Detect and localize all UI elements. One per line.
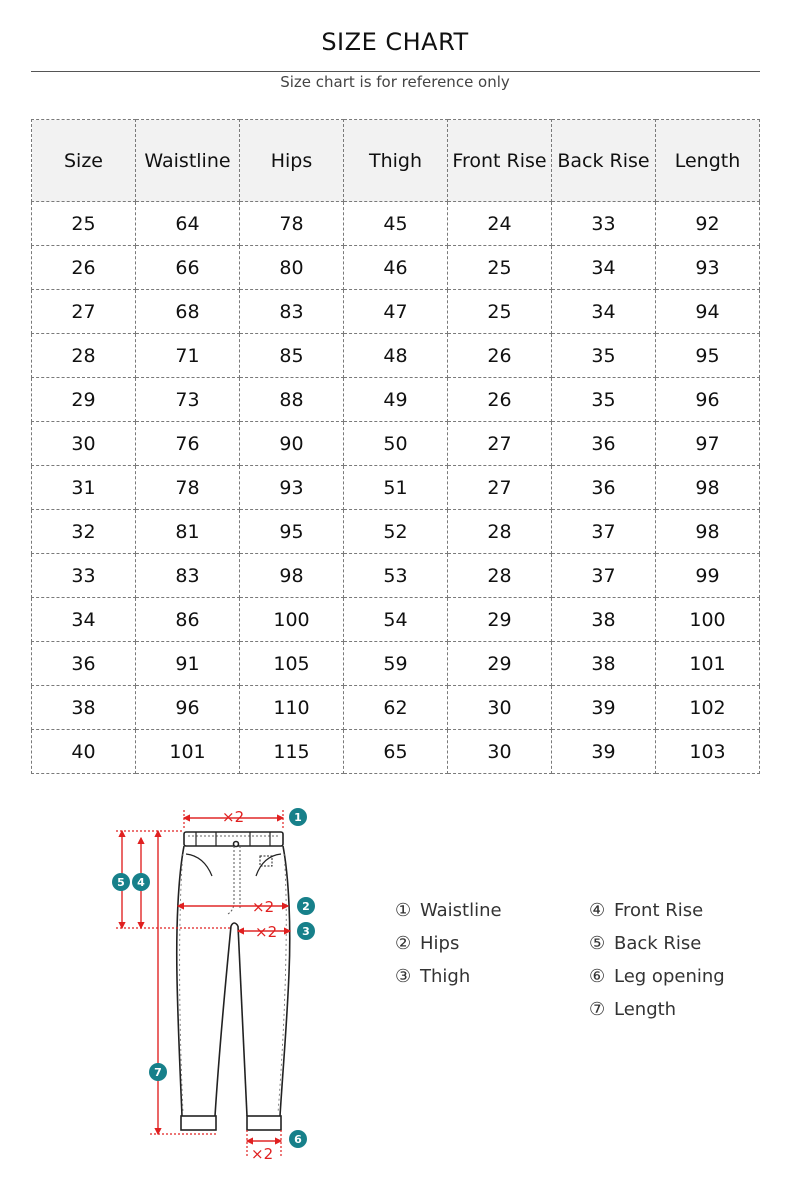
legend-label: Hips [420,933,460,954]
table-cell: 37 [552,554,656,598]
table-cell: 92 [656,202,760,246]
table-cell: 98 [240,554,344,598]
legend-number: ③ [395,966,412,987]
table-cell: 85 [240,334,344,378]
table-cell: 102 [656,686,760,730]
legend-item-waistline [395,894,502,927]
legend-item-leg-opening [589,960,725,993]
table-cell: 78 [240,202,344,246]
table-cell: 90 [240,422,344,466]
column-header-size: Size [32,120,136,202]
legend-left [395,894,502,993]
legend-number: ⑤ [589,933,606,954]
table-cell: 24 [448,202,552,246]
table-row [32,246,760,290]
table-cell: 34 [552,246,656,290]
table-cell: 73 [136,378,240,422]
table-row [32,466,760,510]
table-cell: 80 [240,246,344,290]
table-cell: 78 [136,466,240,510]
table-cell: 33 [32,554,136,598]
table-cell: 36 [32,642,136,686]
badge-2 [297,897,315,915]
times-two-labels [222,808,277,1163]
table-cell: 36 [552,466,656,510]
table-cell: 95 [240,510,344,554]
hips-times-two: ×2 [252,898,275,916]
reference-note: Size chart is for reference only [280,73,510,91]
table-cell: 32 [32,510,136,554]
table-cell: 96 [136,686,240,730]
table-cell: 36 [552,422,656,466]
table-cell: 48 [344,334,448,378]
table-cell: 26 [448,378,552,422]
table-cell: 68 [136,290,240,334]
table-cell: 26 [32,246,136,290]
legend-item-front-rise [589,894,725,927]
legend-number: ② [395,933,412,954]
table-cell: 96 [656,378,760,422]
table-cell: 86 [136,598,240,642]
table-cell: 34 [552,290,656,334]
svg-text:6: 6 [294,1133,302,1146]
table-cell: 28 [448,510,552,554]
table-cell: 26 [448,334,552,378]
table-cell: 59 [344,642,448,686]
thigh-times-two: ×2 [255,923,278,941]
badge-6 [289,1130,307,1148]
legend-number: ④ [589,900,606,921]
table-cell: 29 [32,378,136,422]
table-cell: 25 [448,246,552,290]
table-cell: 54 [344,598,448,642]
table-cell: 31 [32,466,136,510]
table-cell: 100 [656,598,760,642]
legend-label: Thigh [420,966,471,987]
table-cell: 25 [448,290,552,334]
badge-5 [112,873,130,891]
table-cell: 94 [656,290,760,334]
table-cell: 27 [32,290,136,334]
table-cell: 65 [344,730,448,774]
leg-opening-times-two: ×2 [251,1145,274,1163]
table-cell: 81 [136,510,240,554]
svg-text:7: 7 [154,1066,162,1079]
table-cell: 39 [552,686,656,730]
table-cell: 33 [552,202,656,246]
table-cell: 83 [240,290,344,334]
jeans-illustration [177,832,290,1130]
badge-1 [289,808,307,826]
legend-number: ① [395,900,412,921]
table-cell: 49 [344,378,448,422]
table-cell: 30 [448,730,552,774]
table-cell: 93 [656,246,760,290]
badge-7 [149,1063,167,1081]
column-header-waistline: Waistline [136,120,240,202]
table-body [32,202,760,774]
table-cell: 110 [240,686,344,730]
table-cell: 29 [448,642,552,686]
table-cell: 98 [656,510,760,554]
column-header-back-rise: Back Rise [552,120,656,202]
table-cell: 28 [448,554,552,598]
table-row [32,686,760,730]
table-row [32,378,760,422]
table-header-row [32,120,760,202]
column-header-length: Length [656,120,760,202]
table-row [32,642,760,686]
legend-label: Back Rise [614,933,702,954]
table-cell: 93 [240,466,344,510]
table-cell: 39 [552,730,656,774]
table-cell: 38 [32,686,136,730]
svg-text:3: 3 [302,925,310,938]
legend-item-thigh [395,960,502,993]
column-header-front-rise: Front Rise [448,120,552,202]
table-cell: 53 [344,554,448,598]
table-cell: 52 [344,510,448,554]
table-cell: 95 [656,334,760,378]
svg-text:5: 5 [117,876,125,889]
badge-4 [132,873,150,891]
badge-3 [297,922,315,940]
table-cell: 35 [552,334,656,378]
table-cell: 105 [240,642,344,686]
table-cell: 38 [552,642,656,686]
legend-number: ⑥ [589,966,606,987]
table-cell: 91 [136,642,240,686]
legend-label: Leg opening [614,966,725,987]
table-row [32,510,760,554]
table-cell: 100 [240,598,344,642]
table-cell: 103 [656,730,760,774]
svg-text:2: 2 [302,900,310,913]
table-cell: 62 [344,686,448,730]
table-cell: 71 [136,334,240,378]
table-cell: 50 [344,422,448,466]
table-cell: 27 [448,466,552,510]
size-table [31,119,760,774]
table-cell: 37 [552,510,656,554]
page-title: SIZE CHART [321,28,469,56]
waist-times-two: ×2 [222,808,245,826]
table-cell: 47 [344,290,448,334]
table-row [32,598,760,642]
svg-text:4: 4 [137,876,145,889]
table-cell: 29 [448,598,552,642]
table-cell: 98 [656,466,760,510]
table-cell: 99 [656,554,760,598]
legend-label: Length [614,999,677,1020]
table-cell: 28 [32,334,136,378]
table-cell: 45 [344,202,448,246]
table-cell: 40 [32,730,136,774]
column-header-thigh: Thigh [344,120,448,202]
table-cell: 34 [32,598,136,642]
table-cell: 76 [136,422,240,466]
table-cell: 51 [344,466,448,510]
table-cell: 66 [136,246,240,290]
table-cell: 30 [32,422,136,466]
table-cell: 27 [448,422,552,466]
column-header-hips: Hips [240,120,344,202]
table-cell: 46 [344,246,448,290]
table-cell: 97 [656,422,760,466]
legend-label: Front Rise [614,900,704,921]
legend-right [589,894,725,1026]
table-cell: 64 [136,202,240,246]
table-row [32,422,760,466]
table-cell: 101 [136,730,240,774]
legend-item-length [589,993,725,1026]
table-cell: 101 [656,642,760,686]
table-row [32,202,760,246]
table-row [32,730,760,774]
table-row [32,334,760,378]
table-cell: 30 [448,686,552,730]
table-cell: 35 [552,378,656,422]
legend-item-back-rise [589,927,725,960]
table-cell: 83 [136,554,240,598]
table-cell: 115 [240,730,344,774]
table-cell: 88 [240,378,344,422]
table-row [32,290,760,334]
title-divider [31,71,760,72]
legend-number: ⑦ [589,999,606,1020]
table-cell: 25 [32,202,136,246]
svg-text:1: 1 [294,811,302,824]
legend-label: Waistline [420,900,502,921]
table-row [32,554,760,598]
jeans-measurement-diagram [100,798,330,1168]
table-cell: 38 [552,598,656,642]
legend-item-hips [395,927,502,960]
